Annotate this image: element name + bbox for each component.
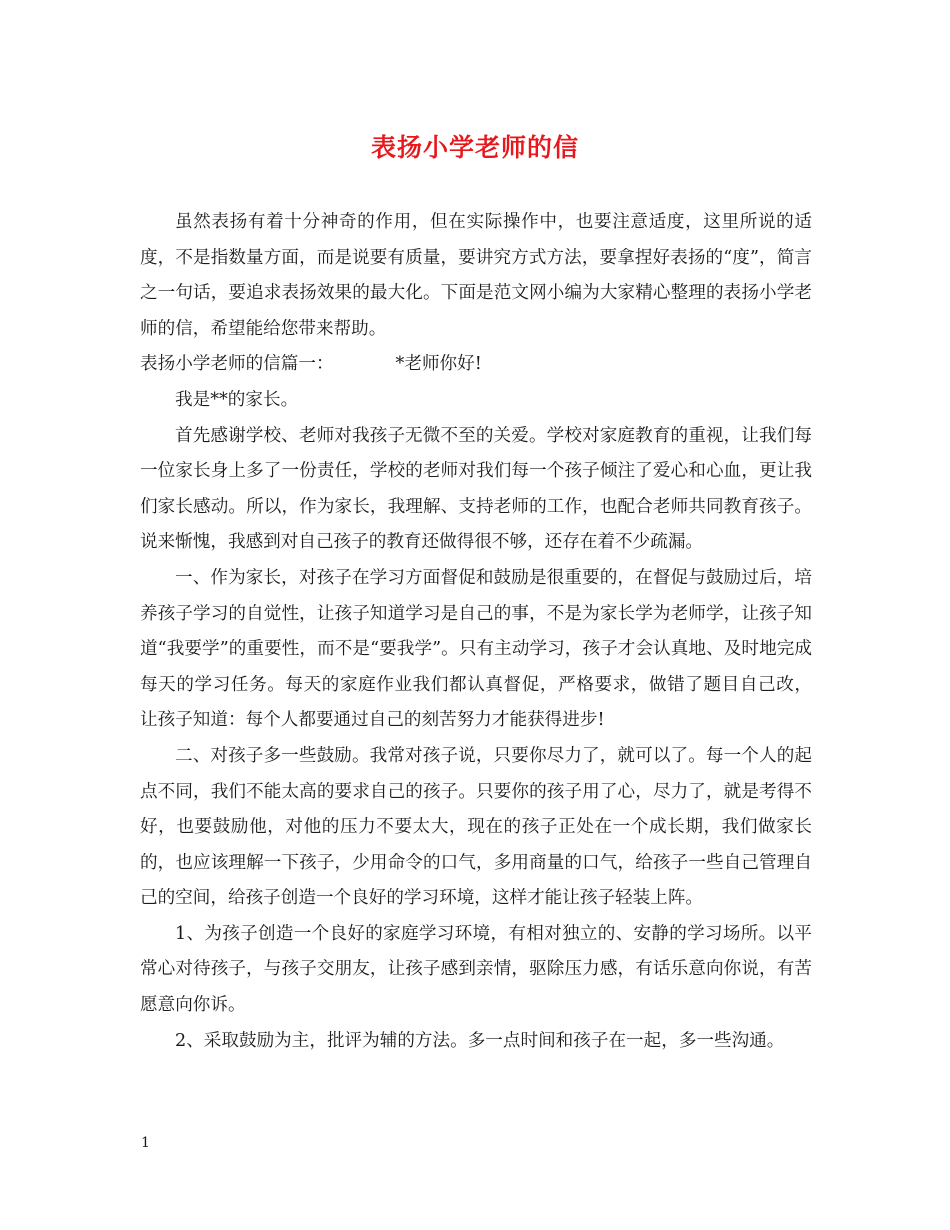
paragraph-6: 2、采取鼓励为主，批评为辅的方法。多一点时间和孩子在一起，多一些沟通。 (175, 1030, 785, 1051)
paragraph-4: 二、对孩子多一些鼓励。我常对孩子说，只要你尽力了，就可以了。每一个人的起点不同，我们不能太高的要求自己的孩子。只要你的孩子用了心，尽力了，就是考得不好，也要鼓励他，对他的压力不要太大，现在的孩子正处在一个成长期，我们做家长的，也应该理解一下孩子，少用命令的口气，多用商量的口气，给孩子一些自己管理自己的空间，给孩子创造一个良好的学习环境，这样才能让孩子轻装上阵。 (140, 745, 812, 909)
section-heading: 表扬小学老师的信篇一： (140, 354, 334, 375)
paragraph-2: 首先感谢学校、老师对我孩子无微不至的关爱。学校对家庭教育的重视，让我们每一位家长身上多了一份责任，学校的老师对我们每一个孩子倾注了爱心和心血，更让我们家长感动。所以，作为家长，我理解、支持老师的工作，也配合老师共同教育孩子。说来惭愧，我感到对自己孩子的教育还做得很不够，还存在着不少疏漏。 (140, 425, 812, 553)
document-body (140, 205, 812, 1059)
section-heading-line (140, 347, 812, 383)
paragraph-3: 一、作为家长，对孩子在学习方面督促和鼓励是很重要的，在督促与鼓励过后，培养孩子学习的自觉性，让孩子知道学习是自己的事，不是为家长学为老师学，让孩子知道“我要学”的重要性，而不是“要我学”。只有主动学习，孩子才会认真地、及时地完成每天的学习任务。每天的家庭作业我们都认真督促，严格要求，做错了题目自己改， 让孩子知道：每个人都要通过自己的刻苦努力才能获得进步! (140, 567, 812, 731)
page-number: 1 (141, 1135, 150, 1151)
intro-paragraph: 虽然表扬有着十分神奇的作用，但在实际操作中，也要注意适度，这里所说的适度，不是指数量方面，而是说要有质量，要讲究方式方法，要拿捏好表扬的“度”，简言之一句话，要追求表扬效果的最大化。下面是范文网小编为大家精心整理的表扬小学老师的信，希望能给您带来帮助。 (140, 212, 812, 339)
paragraph-1: 我是**的家长。 (175, 389, 299, 410)
paragraph-5: 1、为孩子创造一个良好的家庭学习环境，有相对独立的、安静的学习场所。以平常心对待孩子，与孩子交朋友，让孩子感到亲情，驱除压力感，有话乐意向你说，有苦愿意向你诉。 (140, 923, 812, 1016)
document-title: 表扬小学老师的信 (370, 133, 579, 162)
greeting: *老师你好! (395, 354, 482, 375)
